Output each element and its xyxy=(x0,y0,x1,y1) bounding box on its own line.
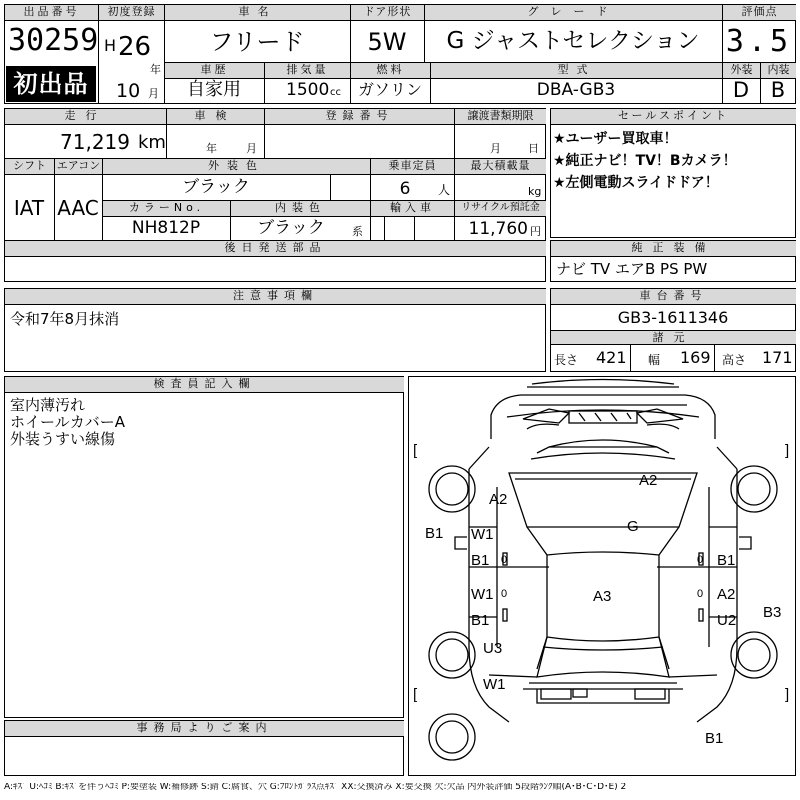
door-type: 5W xyxy=(367,28,407,56)
displacement-unit: cc xyxy=(330,87,341,98)
transfer-day-unit: 日 xyxy=(528,142,539,155)
std-equipment: ナビ TV エアB PS PW xyxy=(556,260,708,278)
car-outline-svg xyxy=(409,377,797,777)
color-no: NH812P xyxy=(131,218,201,238)
chassis-no: GB3-1611346 xyxy=(617,308,729,327)
recycle-fee: 11,760 xyxy=(468,219,528,239)
damage-roof: A3 xyxy=(593,588,612,605)
sales-point-2: ★純正ナビ！TV！Bカメラ！ xyxy=(553,153,737,169)
sales-point-1: ★ユーザー買取車！ xyxy=(553,131,678,147)
header-int-color: 内装色 xyxy=(231,201,370,216)
header-std-equipment: 純正装備 xyxy=(551,241,796,256)
notes-text: 令和7年8月抹消 xyxy=(10,310,120,328)
header-model: 型式 xyxy=(431,63,722,78)
lot-number: 30259 xyxy=(8,23,99,58)
shift: IAT xyxy=(13,196,45,220)
header-aircon: エアコン xyxy=(56,159,101,172)
damage-windshield: G xyxy=(627,518,639,535)
max-load-unit: kg xyxy=(528,185,542,198)
length-label: 長さ xyxy=(554,353,579,367)
header-transfer-deadline: 譲渡書類期限 xyxy=(455,109,546,124)
header-notes: 注意事項欄 xyxy=(5,289,546,304)
header-import: 輸入車 xyxy=(371,201,454,216)
damage-left-rear-lower: W1 xyxy=(483,676,506,693)
damage-right-rear-door-u: U2 xyxy=(717,612,737,629)
header-door: ドア形状 xyxy=(351,5,424,20)
ext-color: ブラック xyxy=(182,177,250,197)
first-reg-month: 10 xyxy=(116,80,141,102)
header-later-parts: 後日発送部品 xyxy=(5,241,546,256)
fuel: ガソリン xyxy=(357,80,422,99)
damage-left-mirror: B1 xyxy=(425,525,444,542)
damage-left-rear-door-w: W1 xyxy=(471,586,494,603)
header-max-load: 最大積載量 xyxy=(455,159,546,174)
bracket-left-bottom: [ xyxy=(413,686,418,703)
inspector-comment-3: 外装うすい線傷 xyxy=(10,430,116,448)
header-specs: 諸元 xyxy=(551,331,796,344)
sales-points-box xyxy=(550,108,796,238)
damage-right-rear-door-a: A2 xyxy=(717,586,736,603)
inspector-comment-2: ホイールカバーA xyxy=(10,413,125,431)
height: 171 xyxy=(762,348,793,367)
car-name: フリード xyxy=(209,28,305,56)
width-label: 幅 xyxy=(648,353,661,367)
mark-right-rear: 0 xyxy=(697,588,704,600)
exterior-grade: D xyxy=(732,78,750,102)
mark-left-front: 0 xyxy=(501,554,508,566)
damage-right-rear-quarter: B3 xyxy=(763,604,782,621)
history: 自家用 xyxy=(187,79,241,100)
header-car-name: 車名 xyxy=(165,5,350,20)
aircon: AAC xyxy=(57,196,99,220)
era-mark: H xyxy=(104,36,117,55)
header-interior: 内装 xyxy=(761,63,796,78)
month-unit: 月 xyxy=(148,87,159,100)
damage-left-front-door-b: B1 xyxy=(471,552,490,569)
int-color: ブラック xyxy=(257,218,325,238)
header-lot-no: 出品番号 xyxy=(5,5,98,20)
header-displacement: 排気量 xyxy=(265,63,350,78)
height-label: 高さ xyxy=(722,353,747,367)
mark-left-rear: 0 xyxy=(501,588,508,600)
sales-point-3: ★左側電動スライドドア！ xyxy=(553,175,719,191)
header-score: 評価点 xyxy=(723,5,796,20)
mark-right-front: 0 xyxy=(697,554,704,566)
capacity-unit: 人 xyxy=(438,183,451,197)
inspection-year-unit: 年 xyxy=(206,142,217,155)
inspection-month-unit: 月 xyxy=(246,142,257,155)
recycle-unit: 円 xyxy=(530,225,541,238)
header-inspection: 車検 xyxy=(167,109,264,124)
header-grade: グレード xyxy=(425,5,722,20)
int-color-unit: 系 xyxy=(352,225,363,238)
header-office: 事務局よりご案内 xyxy=(5,721,404,736)
header-ext-color: 外装色 xyxy=(103,159,370,174)
header-mileage: 走行 xyxy=(5,109,166,124)
header-fuel: 燃料 xyxy=(351,63,430,78)
legend: A:ｷｽﾞ U:ﾍｺﾐ B:ｷｽﾞを伴うﾍｺﾐ P:要塗装 W:補修跡 S:錆 C:腐食、穴 G:ﾌﾛﾝﾄｶﾞﾗｽ点ｷｽﾞ XX:交換済み X:要交換 欠:欠品 内外装評価 5段階ﾗﾝｸ順(A･B･C･D･E) 2 xyxy=(4,783,627,792)
model: DBA-GB3 xyxy=(536,80,616,100)
grade: G ジャストセレクション xyxy=(446,28,700,54)
displacement: 1500 xyxy=(286,80,330,100)
header-shift: シフト xyxy=(5,159,54,174)
damage-left-rear-quarter: U3 xyxy=(483,640,503,657)
first-reg-year: 26 xyxy=(118,32,152,62)
header-history: 車歴 xyxy=(165,63,264,78)
header-inspector: 検査員記入欄 xyxy=(5,377,404,392)
damage-left-front-door-w: W1 xyxy=(471,526,494,543)
damage-diagram xyxy=(408,376,796,776)
damage-right-front-door: B1 xyxy=(717,552,736,569)
damage-rear-bumper: B1 xyxy=(705,730,724,747)
interior-grade: B xyxy=(770,78,786,102)
width: 169 xyxy=(680,348,711,367)
header-chassis-no: 車台番号 xyxy=(551,289,796,304)
header-recycle: リサイクル預託金 xyxy=(455,201,546,216)
first-listing-badge: 初出品 xyxy=(6,66,96,102)
damage-hood: A2 xyxy=(639,472,658,489)
bracket-left-top: [ xyxy=(413,442,418,459)
inspector-comment-1: 室内薄汚れ xyxy=(10,396,86,414)
header-first-reg: 初度登録 xyxy=(99,5,164,20)
mileage-unit: km xyxy=(138,132,166,153)
header-color-no: カラーNo. xyxy=(103,201,230,216)
damage-left-rear-door-b: B1 xyxy=(471,612,490,629)
header-sales-points: セールスポイント xyxy=(551,109,796,124)
header-reg-no: 登録番号 xyxy=(265,109,454,124)
transfer-month-unit: 月 xyxy=(490,142,501,155)
year-unit: 年 xyxy=(150,63,161,76)
score: 3.5 xyxy=(725,24,793,59)
bracket-right-bottom: ] xyxy=(785,686,790,703)
header-exterior: 外装 xyxy=(723,63,760,78)
header-capacity: 乗車定員 xyxy=(371,159,454,174)
capacity: 6 xyxy=(399,179,411,199)
length: 421 xyxy=(596,348,627,367)
bracket-right-top: ] xyxy=(785,442,790,459)
mileage: 71,219 xyxy=(60,130,130,154)
damage-front-fender-left: A2 xyxy=(489,491,508,508)
